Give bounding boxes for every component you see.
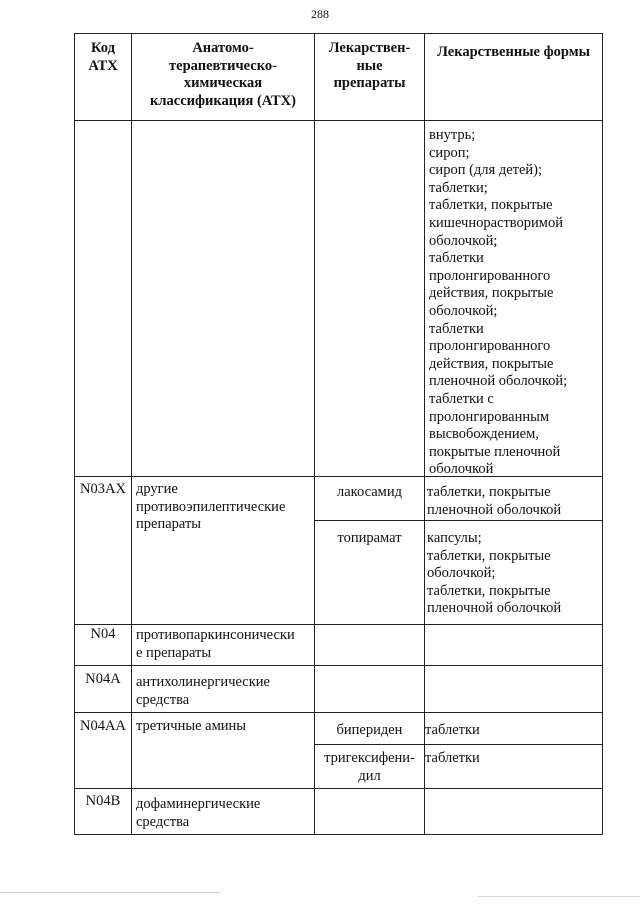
- row-divider-5: [74, 788, 603, 789]
- dosage-forms: таблетки, покрытые пленочной оболочкой: [427, 484, 562, 518]
- row-subdivider-n04aa: [314, 744, 603, 745]
- row-divider-header: [74, 120, 603, 121]
- atc-code: N04A: [85, 671, 121, 687]
- header-classification: Анатомо- терапевтическо- химическая классификация (АТХ): [150, 40, 296, 109]
- atc-classification: противопаркинсонически е препараты: [136, 627, 295, 661]
- dosage-forms: капсулы; таблетки, покрытые оболочкой; таблетки, покрытые пленочной оболочкой: [427, 530, 562, 617]
- page-number: 288: [311, 7, 329, 21]
- atc-classification: другие противоэпилептические препараты: [136, 481, 286, 533]
- dosage-forms: таблетки: [425, 750, 480, 766]
- scan-artifact-line: [0, 892, 220, 893]
- drug-name: бипериден: [336, 722, 403, 738]
- atc-classification: дофаминергические средства: [136, 796, 261, 830]
- header-code: Код АТХ: [88, 40, 118, 74]
- dosage-forms: внутрь; сироп; сироп (для детей); таблетки; таблетки, покрытые кишечнорастворимой оболочкой; таблетки пролонгированного действия, покрытые оболочкой; таблетки пролонгированного действия, покрытые пленочной оболочкой; таблетки с пролонгированным высвобождением, покрытые пленочной оболочкой: [429, 127, 568, 478]
- table-border-left: [74, 33, 75, 835]
- table-border-bottom: [74, 834, 603, 835]
- row-divider-2: [74, 624, 603, 625]
- scan-artifact-line: [478, 896, 640, 897]
- drug-name: тригексифени- дил: [324, 750, 415, 784]
- header-drugs: Лекарствен- ные препараты: [328, 40, 411, 92]
- atc-code: N04B: [85, 793, 121, 809]
- column-divider-1: [131, 33, 132, 835]
- dosage-forms: таблетки: [425, 722, 480, 738]
- atc-code: N04: [90, 626, 116, 642]
- drug-name: топирамат: [337, 530, 402, 546]
- table-border-right: [602, 33, 603, 835]
- row-divider-4: [74, 712, 603, 713]
- table-border-top: [74, 33, 603, 34]
- header-forms: Лекарственные формы: [437, 44, 590, 60]
- column-divider-3: [424, 33, 425, 835]
- atc-code: N04AA: [80, 718, 126, 734]
- drug-name: лакосамид: [337, 484, 402, 500]
- row-subdivider-n03ax: [314, 520, 603, 521]
- row-divider-3: [74, 665, 603, 666]
- atc-code: N03AX: [80, 481, 126, 497]
- atc-classification: антихолинергические средства: [136, 674, 270, 708]
- atc-classification: третичные амины: [136, 718, 247, 734]
- column-divider-2: [314, 33, 315, 835]
